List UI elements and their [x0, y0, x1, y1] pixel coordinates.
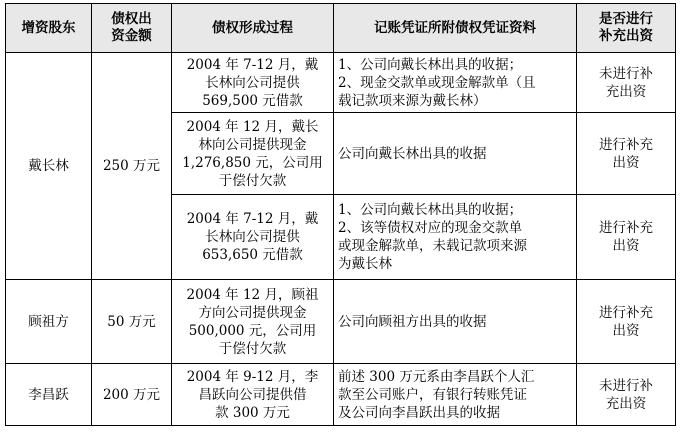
supplement-cell: 进行补充 出资	[577, 113, 676, 195]
table-row	[6, 53, 676, 113]
vouchers-cell: 1、公司向戴长林出具的收据； 2、该等债权对应的现金交款单 或现金解款单，未载记款项来源 为戴长林	[334, 195, 577, 280]
header-supplement: 是否进行 补充出资	[577, 4, 676, 53]
shareholder-cell: 顾祖方	[6, 280, 92, 364]
vouchers-cell: 1、公司向戴长林出具的收据； 2、现金交款单或现金解款单（且 载记款项来源为戴长林）	[334, 53, 577, 113]
supplement-cell: 进行补充 出资	[577, 195, 676, 280]
table-row	[6, 364, 676, 426]
supplement-cell: 未进行补 充出资	[577, 364, 676, 426]
header-row	[6, 4, 676, 53]
formation-cell: 2004 年 9-12 月，李 昌跃向公司提供借 款 300 万元	[172, 364, 334, 426]
formation-cell: 2004 年 7-12 月，戴 长林向公司提供 569,500 元借款	[172, 53, 334, 113]
header-formation: 债权形成过程	[172, 4, 334, 53]
shareholder-cell: 戴长林	[6, 53, 92, 280]
supplement-cell: 未进行补 充出资	[577, 53, 676, 113]
shareholder-cell: 李昌跃	[6, 364, 92, 426]
supplement-cell: 进行补充 出资	[577, 280, 676, 364]
table-row	[6, 280, 676, 364]
formation-cell: 2004 年 12 月，戴长 林向公司提供现金 1,276,850 元，公司用 于偿付欠款	[172, 113, 334, 195]
vouchers-cell: 公司向戴长林出具的收据	[334, 113, 577, 195]
amount-cell: 200 万元	[92, 364, 172, 426]
header-vouchers: 记账凭证所附债权凭证资料	[334, 4, 577, 53]
amount-cell: 250 万元	[92, 53, 172, 280]
formation-cell: 2004 年 7-12 月，戴 长林向公司提供 653,650 元借款	[172, 195, 334, 280]
header-shareholder: 增资股东	[6, 4, 92, 53]
amount-cell: 50 万元	[92, 280, 172, 364]
formation-cell: 2004 年 12 月，顾祖 方向公司提供现金 500,000 元，公司用 于偿付欠款	[172, 280, 334, 364]
capital-contribution-table	[5, 3, 676, 426]
header-amount: 债权出 资金额	[92, 4, 172, 53]
vouchers-cell: 前述 300 万元系由李昌跃个人汇 款至公司账户，有银行转账凭证 及公司向李昌跃出具的收据	[334, 364, 577, 426]
vouchers-cell: 公司向顾祖方出具的收据	[334, 280, 577, 364]
